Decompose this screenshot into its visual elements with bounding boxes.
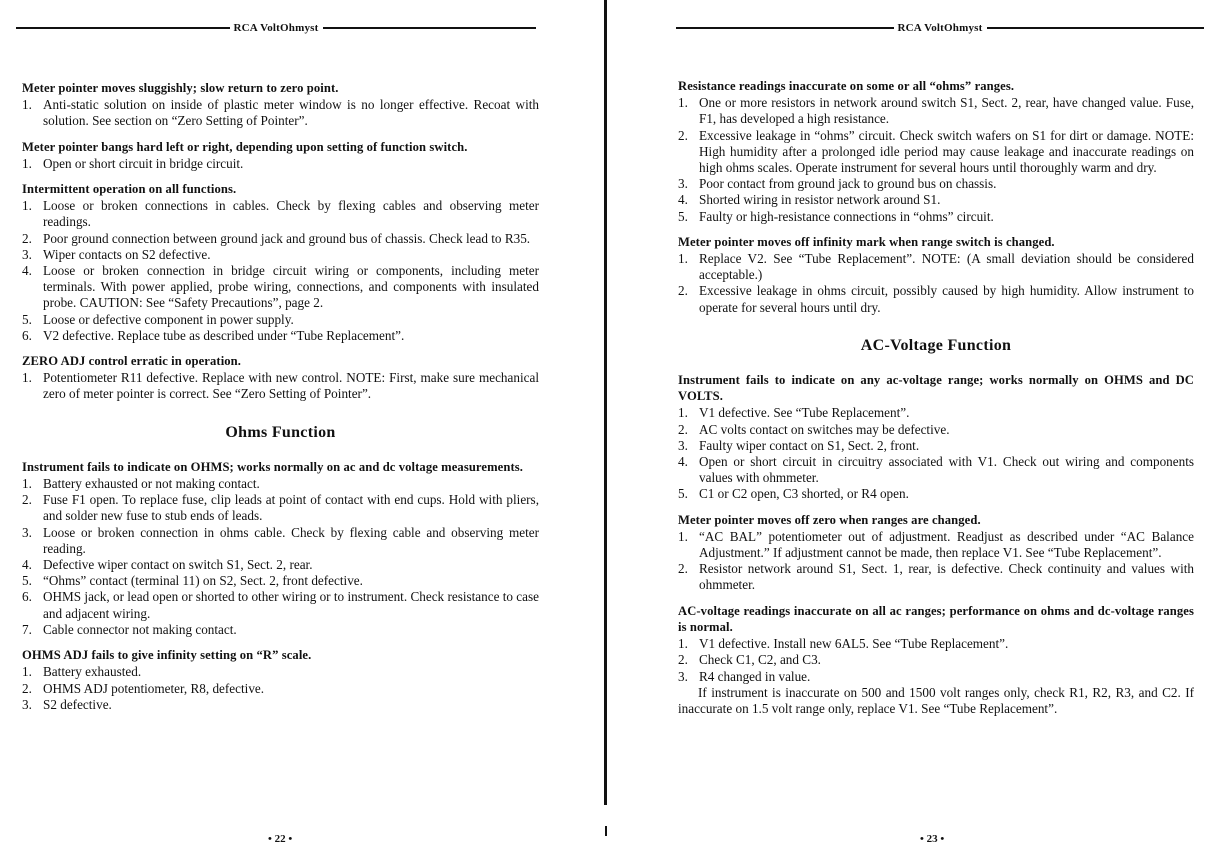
problem-heading: Resistance readings inaccurate on some or all “ohms” ranges.	[678, 79, 1015, 93]
cause-list	[678, 95, 1194, 225]
cause-item: 2. OHMS ADJ potentiometer, R8, defective.	[22, 680, 265, 696]
troubleshooting-section	[22, 353, 539, 403]
cause-list	[22, 664, 539, 713]
cause-item: 2. Check C1, C2, and C3.	[678, 652, 821, 668]
problem-heading: Meter pointer moves off zero when ranges are changed.	[678, 512, 981, 527]
cause-list	[22, 198, 539, 344]
cause-item: 5. Faulty or high-resistance connections in “ohms” circuit.	[678, 208, 994, 224]
cause-list	[22, 476, 539, 638]
cause-list	[22, 156, 539, 172]
cause-item: 2. Excessive leakage in ohms circuit, possibly caused by high humidity. Allow instrument to operate for several hours until dry.	[678, 283, 1194, 315]
troubleshooting-section	[678, 372, 1194, 503]
cause-list	[678, 636, 1194, 685]
header-rule	[676, 27, 894, 29]
ac-voltage-function-heading: AC-Voltage Function	[860, 336, 1012, 354]
problem-heading: Meter pointer moves sluggishly; slow return to zero point.	[22, 81, 339, 95]
cause-item: 1. Open or short circuit in bridge circuit.	[22, 155, 244, 171]
problem-heading: Meter pointer moves off infinity mark when range switch is changed.	[678, 234, 1055, 249]
cause-list	[678, 405, 1194, 502]
ohms-function-heading: Ohms Function	[225, 423, 336, 441]
troubleshooting-section	[678, 603, 1194, 717]
troubleshooting-section	[22, 459, 539, 638]
running-head	[676, 22, 1204, 34]
problem-heading: ZERO ADJ control erratic in operation.	[22, 354, 242, 369]
problem-heading: Meter pointer bangs hard left or right, depending upon setting of function switch.	[22, 139, 468, 154]
page-content	[678, 78, 1194, 726]
cause-item: 3. Poor contact from ground jack to ground bus on chassis.	[678, 176, 997, 192]
page-content	[22, 80, 539, 722]
cause-item: 1. “AC BAL” potentiometer out of adjustment. Readjust as described under “AC Balance Adjustment.” If adjustment cannot be made, then replace V1. See “Tube Replacement”.	[678, 528, 1194, 561]
cause-item: 3. Faulty wiper contact on S1, Sect. 2, front.	[678, 437, 920, 453]
cause-item: 4. Loose or broken connection in bridge circuit wiring or components, including meter terminals. With power applied, probe wiring, connections, and components with insulated probe. CAUTION: See “Safety Precautions”, page 2.	[22, 263, 539, 311]
problem-heading: OHMS ADJ fails to give infinity setting on “R” scale.	[22, 648, 312, 663]
cause-list	[22, 97, 539, 129]
cause-item: 3. S2 defective.	[22, 696, 112, 712]
cause-item: 1. Replace V2. See “Tube Replacement”. NOTE: (A small deviation should be considered acceptable.)	[678, 251, 1194, 283]
page-23	[610, 0, 1224, 863]
cause-list	[22, 370, 539, 402]
troubleshooting-section	[22, 647, 539, 713]
cause-item: 5. Loose or defective component in power supply.	[22, 311, 294, 327]
cause-item: 1. One or more resistors in network around switch S1, Sect. 2, rear, have changed value. Fuse, F1, has developed a high resistance.	[678, 95, 1194, 127]
page-number: • 22 •	[268, 833, 293, 845]
cause-item: 2. AC volts contact on switches may be defective.	[678, 421, 950, 437]
page-number: • 23 •	[920, 833, 945, 845]
page-22	[0, 0, 604, 863]
cause-list	[678, 529, 1194, 594]
troubleshooting-section	[678, 78, 1194, 225]
running-head-title: RCA VoltOhmyst	[897, 22, 983, 34]
troubleshooting-section	[22, 139, 539, 172]
cause-item: 1. V1 defective. See “Tube Replacement”.	[678, 405, 910, 421]
problem-heading: Instrument fails to indicate on OHMS; works normally on ac and dc voltage measurements.	[22, 459, 524, 474]
troubleshooting-section	[22, 181, 539, 344]
header-rule	[987, 27, 1205, 29]
troubleshooting-section	[22, 80, 539, 130]
cause-item: 6. V2 defective. Replace tube as described under “Tube Replacement”.	[22, 327, 405, 343]
range-note-paragraph: If instrument is inaccurate on 500 and 1500 volt ranges only, check R1, R2, R3, and C2. If inaccurate on 1.5 volt range only, replace V1. See “Tube Replacement”.	[678, 684, 1194, 716]
cause-item: 1. Anti-static solution on inside of plastic meter window is no longer effective. Recoat with solution. See section on “Zero Setting of Pointer”.	[22, 97, 539, 129]
cause-item: 4. Defective wiper contact on switch S1, Sect. 2, rear.	[22, 557, 313, 573]
cause-item: 2. Poor ground connection between ground jack and ground bus of chassis. Check lead to R35.	[22, 230, 531, 246]
cause-item: 4. Shorted wiring in resistor network around S1.	[678, 192, 941, 208]
cause-item: 5. C1 or C2 open, C3 shorted, or R4 open.	[678, 486, 909, 502]
cause-item: 2. Excessive leakage in “ohms” circuit. Check switch wafers on S1 for dirt or damage. NOTE: High humidity after a prolonged idle period may cause leakage and inaccurate readings on high ohms scales. Operate instrument for several hours until thoroughly warm and dry.	[678, 127, 1194, 176]
header-rule	[323, 27, 537, 29]
cause-item: 1. Battery exhausted or not making contact.	[22, 476, 260, 492]
problem-heading: Instrument fails to indicate on any ac-voltage range; works normally on OHMS and DC VOLTS.	[678, 373, 1194, 404]
cause-item: 3. Loose or broken connection in ohms cable. Check by flexing cable and observing meter reading.	[22, 524, 539, 556]
page-gutter-divider	[604, 0, 607, 805]
cause-item: 1. V1 defective. Install new 6AL5. See “Tube Replacement”.	[678, 636, 1009, 652]
header-rule	[16, 27, 230, 29]
cause-item: 3. Wiper contacts on S2 defective.	[22, 246, 211, 262]
page-gutter-mark	[605, 826, 607, 836]
problem-heading: Intermittent operation on all functions.	[22, 182, 237, 197]
cause-item: 4. Open or short circuit in circuitry associated with V1. Check out wiring and components values with ohmmeter.	[678, 454, 1194, 486]
cause-item: 2. Fuse F1 open. To replace fuse, clip leads at point of contact with end cups. Hold with pliers, and solder new fuse to stub ends of leads.	[22, 492, 539, 524]
cause-item: 3. R4 changed in value.	[678, 668, 811, 684]
cause-list	[678, 251, 1194, 316]
cause-item: 1. Battery exhausted.	[22, 664, 142, 680]
cause-item: 1. Potentiometer R11 defective. Replace with new control. NOTE: First, make sure mechanical zero of meter pointer is correct. See “Zero Setting of Pointer”.	[22, 370, 539, 402]
problem-heading: AC-voltage readings inaccurate on all ac ranges; performance on ohms and dc-voltage ranges is normal.	[678, 603, 1194, 634]
cause-item: 6. OHMS jack, or lead open or shorted to other wiring or to instrument. Check resistance to case and adjacent wiring.	[22, 589, 539, 621]
cause-item: 7. Cable connector not making contact.	[22, 621, 237, 637]
running-head-title: RCA VoltOhmyst	[233, 22, 319, 34]
running-head	[16, 22, 536, 34]
troubleshooting-section	[678, 234, 1194, 316]
troubleshooting-section	[678, 512, 1194, 594]
cause-item: 2. Resistor network around S1, Sect. 1, rear, is defective. Check continuity and values with ohmmeter.	[678, 561, 1194, 593]
cause-item: 5. “Ohms” contact (terminal 11) on S2, Sect. 2, front defective.	[22, 573, 363, 589]
cause-item: 1. Loose or broken connections in cables. Check by flexing cables and observing meter readings.	[22, 198, 539, 230]
